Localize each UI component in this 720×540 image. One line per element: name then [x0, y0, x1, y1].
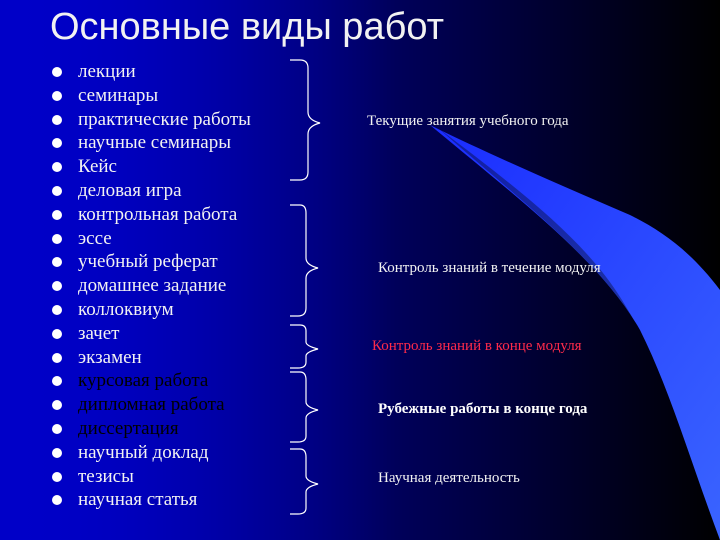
item-label: дипломная работа	[78, 394, 225, 416]
bullet-icon	[52, 115, 62, 125]
slide-title: Основные виды работ	[50, 6, 445, 48]
bullet-icon	[52, 67, 62, 77]
item-label: Кейс	[78, 156, 117, 178]
item-label: тезисы	[78, 465, 134, 487]
item-label: семинары	[78, 84, 159, 106]
item-label: учебный реферат	[78, 251, 218, 273]
bullet-icon	[52, 186, 62, 196]
item-label: практические работы	[78, 108, 251, 130]
item-label: диссертация	[78, 417, 179, 439]
bullet-icon	[52, 234, 62, 244]
group-label-current-studies: Текущие занятия учебного года	[367, 113, 569, 129]
bullet-icon	[52, 448, 62, 458]
item-label: контрольная работа	[78, 203, 238, 225]
group-label-module-control: Контроль знаний в течение модуля	[378, 260, 601, 276]
item-label: научные семинары	[78, 132, 231, 154]
bullet-icon	[52, 472, 62, 482]
item-label: курсовая работа	[78, 370, 209, 392]
group-label-research: Научная деятельность	[378, 470, 520, 486]
item-label: зачет	[78, 322, 120, 344]
item-label: научный доклад	[78, 441, 209, 463]
bullet-icon	[52, 210, 62, 220]
group-label-milestone-works: Рубежные работы в конце года	[378, 401, 588, 417]
bullet-icon	[52, 353, 62, 363]
bullet-icon	[52, 424, 62, 434]
bullet-icon	[52, 91, 62, 101]
item-label: деловая игра	[78, 179, 182, 201]
item-label: эссе	[78, 227, 112, 249]
item-label: домашнее задание	[78, 275, 227, 297]
item-label: коллоквиум	[78, 298, 174, 320]
group-label-end-of-module: Контроль знаний в конце модуля	[372, 338, 582, 354]
item-label: экзамен	[78, 346, 142, 368]
item-label: лекции	[78, 61, 136, 82]
bullet-icon	[52, 305, 62, 315]
item-label: научная статья	[78, 489, 198, 511]
bullet-icon	[52, 329, 62, 339]
